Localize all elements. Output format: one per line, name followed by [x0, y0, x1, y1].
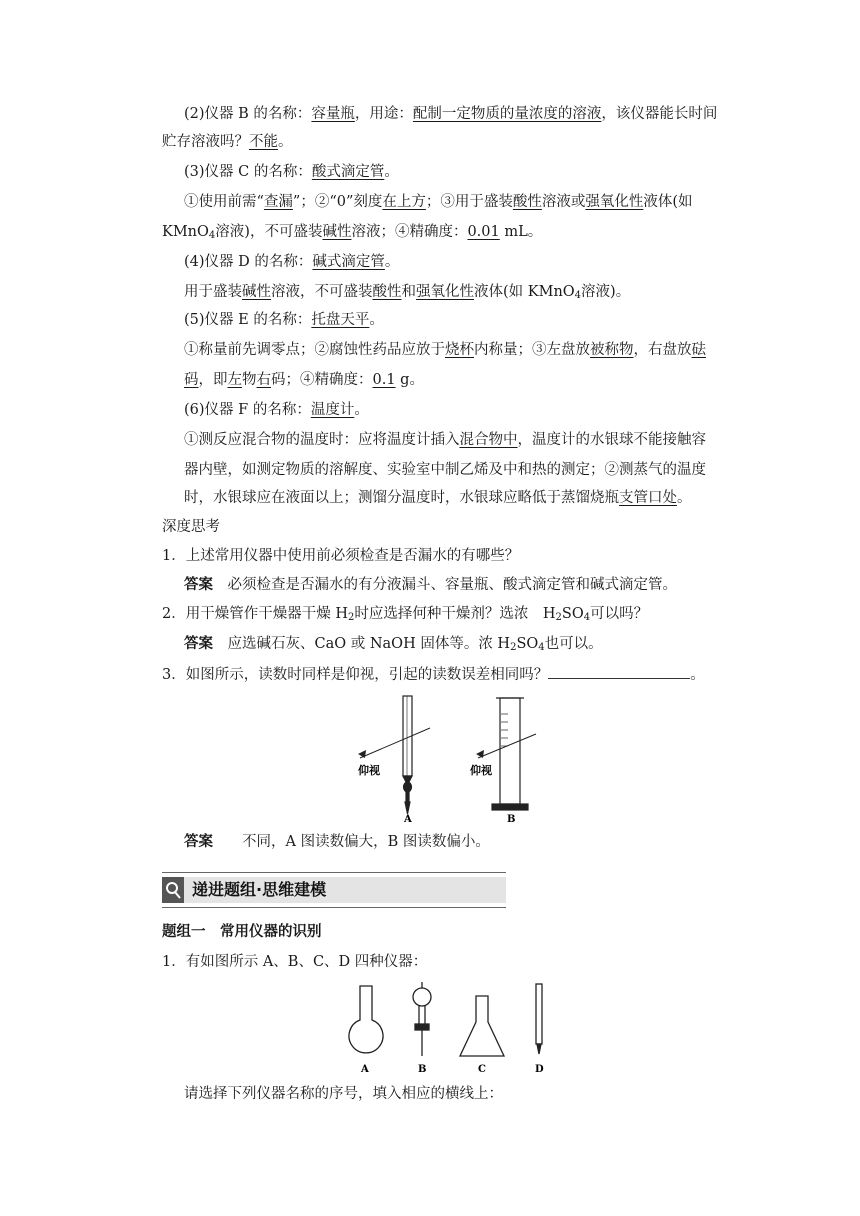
question-3: 3．如图所示，读数时同样是仰视，引起的读数误差相同吗？ 。	[162, 664, 705, 685]
caption-d: D	[535, 1064, 544, 1075]
caption-a: A	[361, 1064, 369, 1075]
group-heading: 题组一 常用仪器的识别	[162, 924, 322, 940]
text-line: (4)仪器 D 的名称：碱式滴定管。	[184, 254, 400, 270]
reading-figure	[352, 690, 552, 826]
label-view-b: 仰视	[470, 764, 492, 777]
instruments-figure	[338, 980, 558, 1078]
answer-2: 答案 应选碱石灰、CaO 或 NaOH 固体等。浓 $H_2SO_4$也可以。	[184, 636, 603, 653]
text-line: KMnO$_4$溶液)，不可盛装碱性溶液；④精确度：0.01 mL。	[162, 224, 543, 241]
text-line: ①称量前先调零点；②腐蚀性药品应放于烧杯内称量；③左盘放被称物，右盘放砝	[184, 342, 706, 358]
banner-title: 递进题组·思维建模	[192, 880, 327, 899]
burette-a	[403, 696, 412, 814]
question-4: 1．有如图所示 A、B、C、D 四种仪器：	[162, 954, 428, 970]
separatory-funnel-b	[413, 982, 431, 1056]
caption-c: C	[478, 1064, 486, 1075]
text-line: (3)仪器 C 的名称：酸式滴定管。	[184, 164, 399, 180]
caption-b: B	[418, 1064, 427, 1075]
label-view-a: 仰视	[358, 764, 380, 777]
text-line: (5)仪器 E 的名称：托盘天平。	[184, 312, 384, 328]
answer-1: 答案 必须检查是否漏水的有分液漏斗、容量瓶、酸式滴定管和碱式滴定管。	[184, 577, 677, 593]
burette-d	[536, 984, 542, 1054]
text-line: 器内壁，如测定物质的溶解度、实验室中制乙烯及中和热的测定；②测蒸气的温度	[184, 462, 706, 478]
text-line: 用于盛装碱性溶液，不可盛装酸性和强氧化性液体(如 KMnO$_4$溶液)。	[184, 284, 631, 301]
caption-b: B	[507, 814, 516, 825]
text-line: ①使用前需“查漏”；②“0”刻度在上方；③用于盛装酸性溶液或强氧化性液体(如	[184, 194, 693, 210]
text-line: (2)仪器 B 的名称：容量瓶，用途：配制一定物质的量浓度的溶液，该仪器能长时间	[184, 106, 718, 122]
question-1: 1．上述常用仪器中使用前必须检查是否漏水的有哪些？	[162, 548, 520, 564]
text-line: (6)仪器 F 的名称：温度计。	[184, 402, 369, 418]
caption-a: A	[404, 814, 412, 825]
magnifier-icon	[162, 877, 184, 903]
answer-3: 答案 不同，A 图读数偏大，B 图读数偏小。	[184, 834, 490, 850]
text-line: 时，水银球应在液面以上；测馏分温度时，水银球应略低于蒸馏烧瓶支管口处。	[184, 490, 692, 506]
text-line: ①测反应混合物的温度时：应将温度计插入混合物中，温度计的水银球不能接触容	[184, 432, 706, 448]
text-line: 贮存溶液吗？不能。	[162, 134, 293, 150]
section-heading: 深度思考	[162, 519, 220, 535]
section-banner	[162, 872, 506, 908]
volumetric-flask-a	[349, 986, 383, 1053]
answer-blank[interactable]	[548, 664, 690, 679]
conical-flask-c	[460, 996, 504, 1056]
instruction-line: 请选择下列仪器名称的序号，填入相应的横线上：	[184, 1086, 503, 1102]
text-line: 码，即左物右码；④精确度：0.1 g。	[184, 372, 424, 388]
cylinder-b	[492, 698, 528, 810]
question-2: 2．用干燥管作干燥器干燥 $H_2$时应选择何种干燥剂？选浓 $H_2SO_4$可以吗？	[162, 606, 649, 623]
